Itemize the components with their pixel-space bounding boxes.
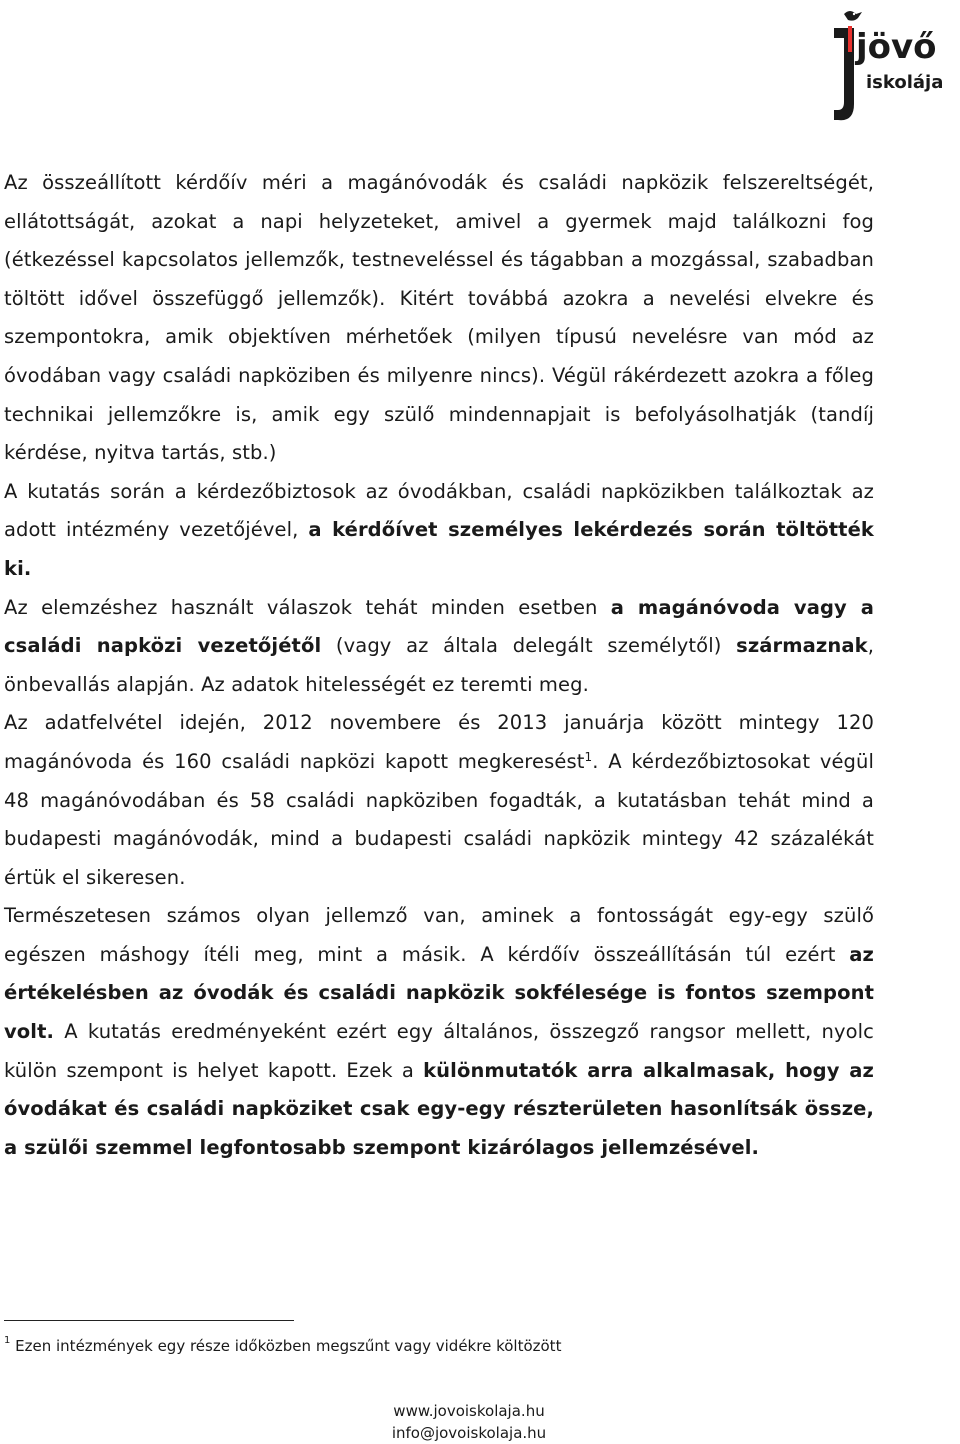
jovo-iskolaja-logo — [828, 6, 954, 124]
footnote-reference: 1 — [584, 749, 593, 764]
page-footer — [0, 1400, 960, 1444]
emphasized-text: a magánóvoda vagy a családi napközi vezetőjétől — [4, 595, 874, 658]
emphasized-text: származnak — [736, 634, 868, 658]
paragraph-text: (vagy az általa delegált személytől) — [321, 634, 737, 658]
footer-email-link[interactable]: info@jovoiskolaja.hu — [391, 1424, 547, 1442]
emphasized-text: az értékelésben az óvodák és családi napközik sokfélesége is fontos szempont volt. — [4, 942, 874, 1044]
paragraph-text: . A kérdezőbiztosokat végül 48 magánóvodában és 58 családi napköziben fogadták, a kutatásban tehát mind a budapesti magánóvodák, mind a budapesti családi napközik mintegy 42 százalékát értük el sikeresen. — [4, 749, 875, 889]
document-body — [4, 164, 874, 1167]
logo-mark — [828, 6, 954, 124]
paragraph-text: Az elemzéshez használt válaszok tehát minden esetben — [4, 595, 611, 619]
emphasized-text: a kérdőívet személyes lekérdezés során töltötték ki. — [4, 518, 874, 580]
logo-text-iskolaja: iskolája — [866, 72, 944, 93]
footer-website-link[interactable]: www.jovoiskolaja.hu — [393, 1402, 545, 1420]
paragraph — [4, 473, 874, 589]
footnote-text: Ezen intézmények egy része időközben megszűnt vagy vidékre költözött — [15, 1337, 562, 1355]
footnote — [4, 1334, 561, 1358]
paragraph — [4, 897, 874, 1167]
paragraph-text: Természetesen számos olyan jellemző van, aminek a fontosságát egy-egy szülő egészen máshogy ítéli meg, mint a másik. A kérdőív összeállításán túl ezért — [4, 904, 874, 966]
emphasized-text: különmutatók arra alkalmasak, hogy az óvodákat és családi napköziket csak egy-egy részterületen hasonlítsák össze, a szülői szemmel legfontosabb szempont kizárólagos jellemzésével. — [4, 1058, 874, 1159]
paragraph — [4, 589, 874, 705]
paragraph-text: Az adatfelvétel idején, 2012 novembere és 2013 januárja között mintegy 120 magánóvoda és 160 családi napközi kapott megkeresést — [4, 711, 874, 773]
paragraph-text: A kutatás eredményeként ezért egy általános, összegző rangsor mellett, nyolc külön szempont is helyet kapott. Ezek a — [4, 1020, 874, 1082]
paragraph-text: , önbevallás alapján. Az adatok hitelességét ez teremti meg. — [4, 634, 874, 696]
paragraph-text: A kutatás során a kérdezőbiztosok az óvodákban, családi napközikben találkoztak az adott intézmény vezetőjével, — [4, 479, 874, 542]
logo-text-jovo: jövő — [856, 27, 937, 67]
paragraph — [4, 164, 874, 473]
paragraph — [4, 704, 874, 897]
paragraph-text: Az összeállított kérdőív méri a magánóvodák és családi napközik felszereltségét, ellátottságát, azokat a napi helyzeteket, amivel a gyermek majd találkozni fog (étkezéssel kapcsolatos jellemzők, testneveléssel és tágabban a mozgással, szabadban töltött idővel összefüggő jellemzők). Kitért továbbá azokra a nevelési elvekre és szempontokra, amik objektíven mérhetőek (milyen típusú nevelésre van mód az óvodában vagy családi napköziben és milyenre nincs). Végül rákérdezett azokra a főleg technikai jellemzőkre is, amik egy szülő mindennapjait is befolyásolhatják (tandíj kérdése, nyitva tartás, stb.) — [4, 171, 874, 465]
footnote-marker: 1 — [4, 1335, 11, 1346]
footnote-separator — [4, 1320, 294, 1321]
